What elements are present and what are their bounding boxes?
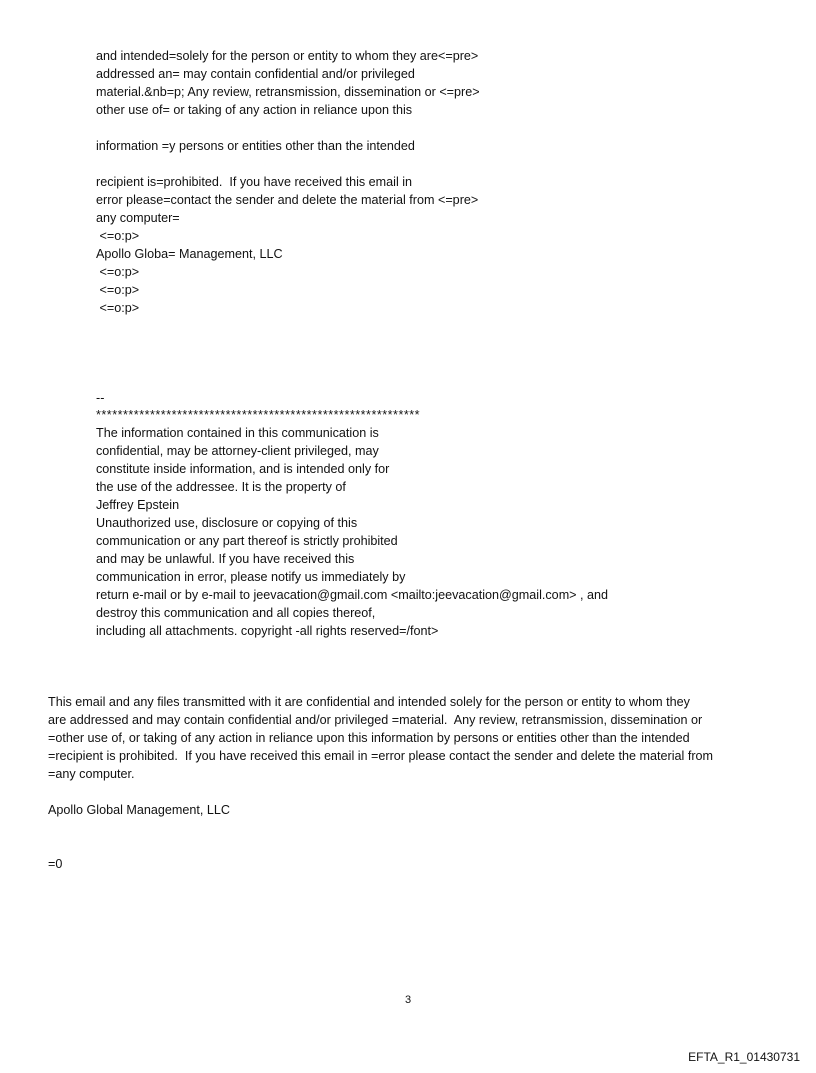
notice-line: including all attachments. copyright -all rights reserved=/font> xyxy=(96,624,439,638)
notice-line: Jeffrey Epstein xyxy=(96,498,180,512)
body-line: Apollo Globa= Management, LLC xyxy=(96,247,283,261)
body-line: addressed an= may contain confidential and/or privileged xyxy=(96,67,415,81)
notice-line: the use of the addressee. It is the property of xyxy=(96,480,346,494)
body-line: <=o:p> xyxy=(96,265,140,279)
notice-line: and may be unlawful. If you have received this xyxy=(96,552,355,566)
disclaimer-line: =any computer. xyxy=(48,767,135,781)
notice-line: return e-mail or by e-mail to jeevacation@gmail.com <mailto:jeevacation@gmail.com> , and xyxy=(96,588,609,602)
page-number: 3 xyxy=(404,994,412,1006)
body-line: <=o:p> xyxy=(96,283,140,297)
company-name: Apollo Global Management, LLC xyxy=(48,803,231,817)
notice-line: confidential, may be attorney-client privileged, may xyxy=(96,444,379,458)
body-line: recipient is=prohibited. If you have received this email in xyxy=(96,175,413,189)
end-marker: =0 xyxy=(48,857,63,871)
disclaimer-line: =recipient is prohibited. If you have received this email in =error please contact the sender and delete the material from xyxy=(48,749,714,763)
notice-line: constitute inside information, and is intended only for xyxy=(96,462,390,476)
disclaimer-line: This email and any files transmitted with it are confidential and intended solely for the person or entity to whom they xyxy=(48,695,690,709)
body-line: any computer= xyxy=(96,211,180,225)
notice-line: Unauthorized use, disclosure or copying of this xyxy=(96,516,358,530)
body-line: material.&nb=p; Any review, retransmission, dissemination or <=pre> xyxy=(96,85,480,99)
star-divider: ************************************************************ xyxy=(96,408,421,422)
disclaimer-line: =other use of, or taking of any action in reliance upon this information by persons or entities other than the intended xyxy=(48,731,690,745)
body-line: <=o:p> xyxy=(96,301,140,315)
notice-line: communication or any part thereof is strictly prohibited xyxy=(96,534,398,548)
body-line: and intended=solely for the person or entity to whom they are<=pre> xyxy=(96,49,479,63)
notice-line: communication in error, please notify us immediately by xyxy=(96,570,406,584)
notice-line: The information contained in this communication is xyxy=(96,426,379,440)
body-line: <=o:p> xyxy=(96,229,140,243)
body-line: information =y persons or entities other than the intended xyxy=(96,139,415,153)
disclaimer-line: are addressed and may contain confidential and/or privileged =material. Any review, retransmission, dissemination or xyxy=(48,713,703,727)
notice-line: destroy this communication and all copies thereof, xyxy=(96,606,376,620)
document-id: EFTA_R1_01430731 xyxy=(688,1050,800,1064)
signature-dash: -- xyxy=(96,391,105,405)
body-line: error please=contact the sender and delete the material from <=pre> xyxy=(96,193,479,207)
body-line: other use of= or taking of any action in reliance upon this xyxy=(96,103,413,117)
